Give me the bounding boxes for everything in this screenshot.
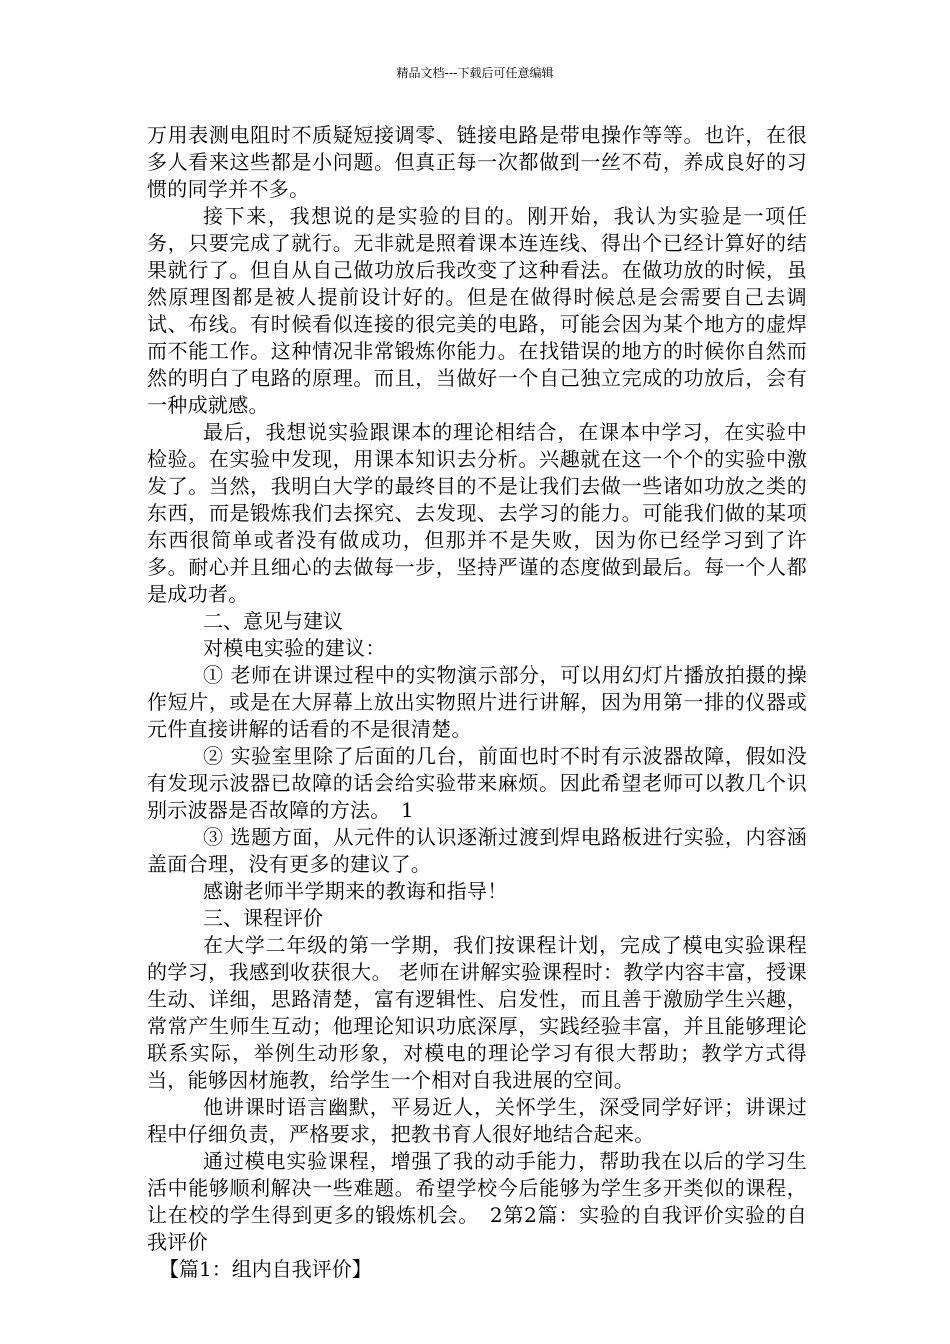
suggestion-item-3: ③ 选题方面，从元件的认识逐渐过渡到焊电路板进行实验，内容涵盖面合理，没有更多的建议了。 [147, 825, 807, 876]
paragraph-experiment-purpose: 接下来，我想说的是实验的目的。刚开始，我认为实验是一项任务，只要完成了就行。无非就是照着课本连连线、得出个已经计算好的结果就行了。但自从自己做功放后我改变了这种看法。在做功放的时候，虽然原理图都是被人提前设计好的。但是在做得时候总是会需要自己去调试、布线。有时候看似连接的很完美的电路，可能会因为某个地方的虚焊而不能工作。这种情况非常锻炼你能力。在找错误的地方的时候你自然而然的明白了电路的原理。而且，当做好一个自己独立完成的功放后，会有一种成就感。 [147, 204, 807, 417]
paragraph-conclusion: 通过模电实验课程，增强了我的动手能力，帮助我在以后的学习生活中能够顺利解决一些难题。希望学校今后能够为学生多开类似的课程，让在校的学生得到更多的锻炼机会。 2第2篇：实验的自我评价实验的自我评价 [147, 1149, 807, 1254]
page-header: 精品文档---下载后可任意编辑 [396, 66, 554, 80]
section-title-group-evaluation: 【篇1：组内自我评价】 [159, 1257, 372, 1281]
paragraph-thanks: 感谢老师半学期来的教诲和指导！ [203, 879, 508, 903]
paragraph-course-evaluation: 在大学二年级的第一学期，我们按课程计划，完成了模电实验课程的学习，我感到收获很大。 老师在讲解实验课程时：教学内容丰富，授课生动、详细，思路清楚，富有逻辑性、启发性，而且善于激励学生兴趣，常常产生师生互动；他理论知识功底深厚，实践经验丰富，并且能够理论联系实际，举例生动形象，对模电的理论学习有很大帮助；教学方式得当，能够因材施教，给学生一个相对自我进展的空间。 [147, 933, 807, 1092]
suggestion-item-2: ② 实验室里除了后面的几台，前面也时不时有示波器故障，假如没有发现示波器已故障的话会给实验带来麻烦。因此希望老师可以教几个识别示波器是否故障的方法。 1 [147, 744, 807, 822]
document-body [147, 122, 807, 1283]
paragraph-1: 万用表测电阻时不质疑短接调零、链接电路是带电操作等等。也许，在很多人看来这些都是小问题。但真正每一次都做到一丝不苟，养成良好的习惯的同学并不多。 [147, 123, 807, 201]
paragraph-suggestions-intro: 对模电实验的建议： [203, 636, 386, 660]
paragraph-theory-practice: 最后，我想说实验跟课本的理论相结合，在课本中学习，在实验中检验。在实验中发现，用课本知识去分析。兴趣就在这一个个的实验中激发了。当然，我明白大学的最终目的不是让我们去做一些诸如功放之类的东西，而是锻炼我们去探究、去发现、去学习的能力。可能我们做的某项东西很简单或者没有做成功，但那并不是失败，因为你已经学习到了许多。耐心并且细心的去做每一步，坚持严谨的态度做到最后。每一个人都是成功者。 [147, 420, 807, 606]
section-heading-suggestions: 二、意见与建议 [203, 609, 343, 633]
paragraph-teacher-style: 他讲课时语言幽默，平易近人，关怀学生，深受同学好评；讲课过程中仔细负责，严格要求，把教书育人很好地结合起来。 [147, 1095, 807, 1146]
suggestion-item-1: ① 老师在讲课过程中的实物演示部分，可以用幻灯片播放拍摄的操作短片，或是在大屏幕上放出实物照片进行讲解，因为用第一排的仪器或元件直接讲解的话看的不是很清楚。 [147, 663, 807, 741]
section-heading-course-evaluation: 三、课程评价 [203, 906, 323, 930]
